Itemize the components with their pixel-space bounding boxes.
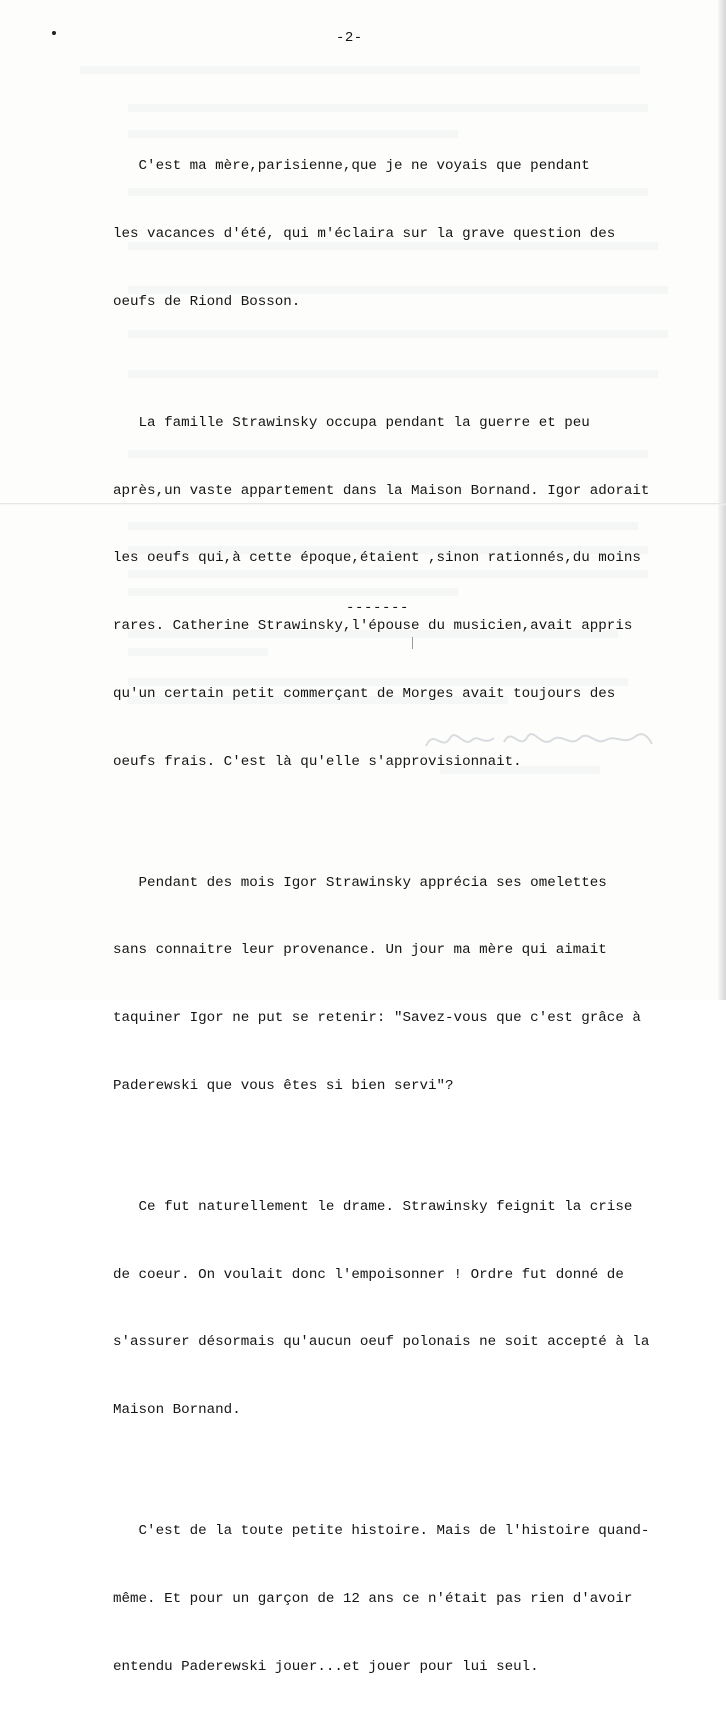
text-line: même. Et pour un garçon de 12 ans ce n'était pas rien d'avoir <box>113 1591 633 1607</box>
text-line: entendu Paderewski jouer...et jouer pour lui seul. <box>113 1658 539 1675</box>
page-number: -2- <box>336 30 363 46</box>
text-line: s'assurer désormais qu'aucun oeuf polonais ne soit accepté à la <box>113 1334 650 1351</box>
text-line: sans connaitre leur provenance. Un jour ma mère qui aimait <box>113 942 607 959</box>
text-line: les oeufs qui,à cette époque,étaient ,sinon rationnés,du moins <box>113 550 641 567</box>
text-line: après,un vaste appartement dans la Maison Bornand. Igor adorait <box>113 482 650 499</box>
text-line: les vacances d'été, qui m'éclaira sur la grave question des <box>113 225 616 242</box>
text-line: C'est de la toute petite histoire. Mais de l'histoire quand- <box>113 1523 650 1540</box>
text-line: oeufs frais. C'est là qu'elle s'approvisionnait. <box>113 753 522 770</box>
stray-pen-mark <box>412 637 413 649</box>
text-line: Maison Bornand. <box>113 1402 241 1419</box>
section-separator: ------- <box>346 600 410 616</box>
text-line: taquiner Igor ne put se retenir: "Savez-vous que c'est grâce à <box>113 1010 641 1027</box>
show-through-line <box>80 66 640 74</box>
page-edge-shadow <box>718 0 726 1000</box>
text-line: Paderewski que vous êtes si bien servi"? <box>113 1077 454 1094</box>
text-line: C'est ma mère,parisienne,que je ne voyais que pendant <box>113 158 590 175</box>
paragraph-1 <box>113 110 698 359</box>
paragraph-2 <box>113 367 698 819</box>
punch-hole-mark <box>52 31 56 35</box>
text-line: oeufs de Riond Bosson. <box>113 293 301 310</box>
text-line: Pendant des mois Igor Strawinsky apprécia ses omelettes <box>113 874 607 891</box>
text-line: qu'un certain petit commerçant de Morges avait toujours des <box>113 685 616 702</box>
text-line: Ce fut naturellement le drame. Strawinsky feignit la crise <box>113 1198 633 1215</box>
text-line: de coeur. On voulait donc l'empoisonner ! Ordre fut donné de <box>113 1266 624 1283</box>
paragraph-5 <box>113 1475 698 1724</box>
paragraph-3 <box>113 826 698 1142</box>
text-line: La famille Strawinsky occupa pendant la guerre et peu <box>113 414 590 431</box>
letter-body <box>113 110 698 1732</box>
text-line: rares. Catherine Strawinsky,l'épouse du musicien,avait appris <box>113 618 633 635</box>
paragraph-4 <box>113 1151 698 1467</box>
